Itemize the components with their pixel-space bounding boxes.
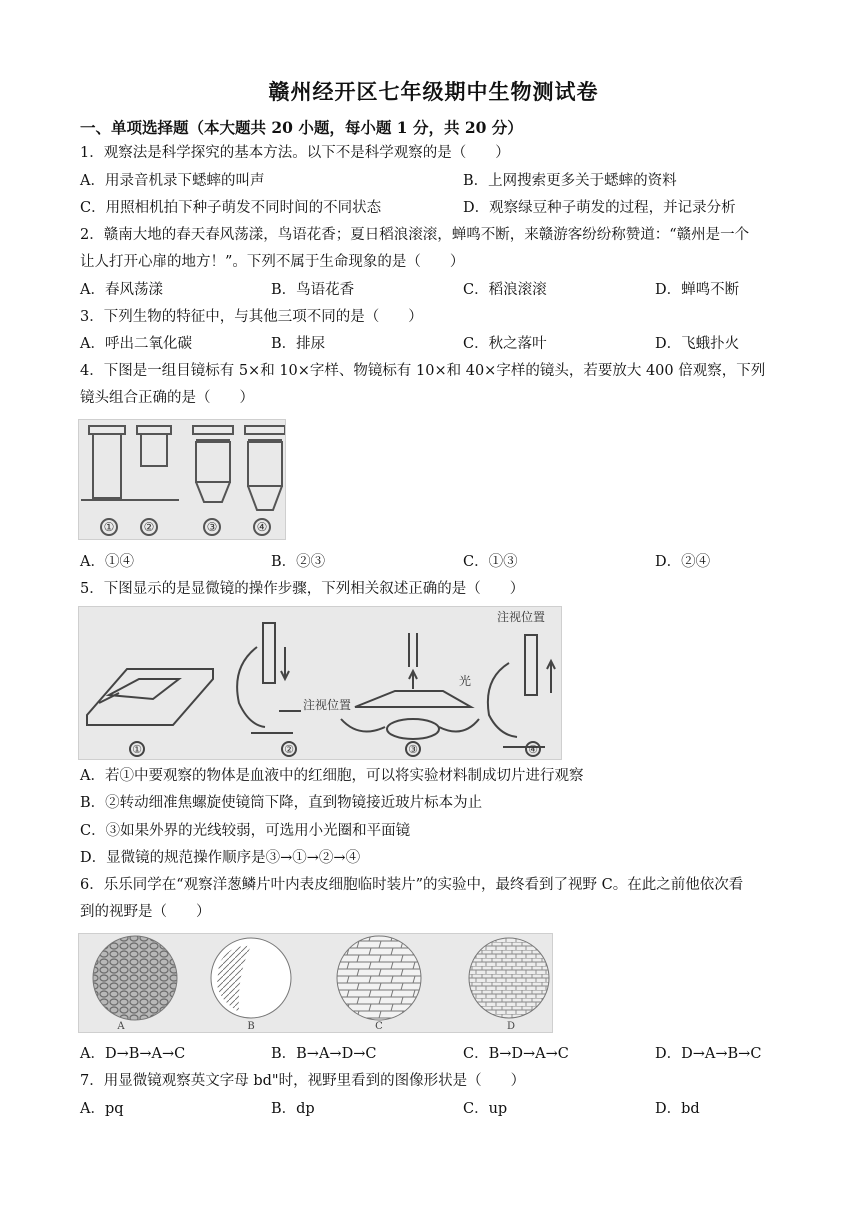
lens-label-4: ④ xyxy=(256,520,268,534)
q7-option-d: D．bd xyxy=(655,1101,700,1117)
q4-stem-line1: 4．下图是一组目镜标有 5×和 10×字样、物镜标有 10×和 40×字样的镜头，若要放大 400 倍观察，下列 xyxy=(80,363,766,379)
q6-option-d: D．D→A→B→C xyxy=(655,1046,762,1062)
q1-option-a: A．用录音机录下蟋蟀的叫声 xyxy=(80,173,265,189)
note-watch-step4: 注视位置 xyxy=(497,610,546,624)
q7-option-b: B．dp xyxy=(271,1101,315,1117)
q5-stem: 5．下图显示的是显微镜的操作步骤，下列相关叙述正确的是（ ） xyxy=(80,581,525,597)
step-label-4: ④ xyxy=(528,743,538,756)
q1-option-b: B．上网搜索更多关于蟋蟀的资料 xyxy=(463,173,677,189)
q1-stem: 1．观察法是科学探究的基本方法。以下不是科学观察的是（ ） xyxy=(80,145,510,161)
q6-option-c: C．B→D→A→C xyxy=(463,1046,569,1062)
lens-label-3: ③ xyxy=(206,520,218,534)
q2-stem-line2: 让人打开心扉的地方！”。下列不属于生命现象的是（ ） xyxy=(80,254,465,270)
view-label-d: D xyxy=(506,1021,516,1032)
q7-stem: 7．用显微镜观察英文字母 bd"时，视野里看到的图像形状是（ ） xyxy=(80,1073,526,1089)
q7-option-c: C．up xyxy=(463,1101,508,1117)
q6-option-b: B．B→A→D→C xyxy=(271,1046,377,1062)
section-heading: 一、单项选择题（本大题共 20 小题，每小题 1 分，共 20 分） xyxy=(80,118,523,137)
note-watch-step2: 注视位置 xyxy=(303,698,352,712)
page-title: 赣州经开区七年级期中生物测试卷 xyxy=(268,79,599,104)
q1-option-d: D．观察绿豆种子萌发的过程，并记录分析 xyxy=(463,200,736,216)
q4-option-b: B．②③ xyxy=(271,554,326,570)
cell-views-figure xyxy=(78,933,553,1033)
lens-label-1: ① xyxy=(103,520,115,534)
step-label-2: ② xyxy=(284,743,294,756)
q6-option-a: A．D→B→A→C xyxy=(80,1046,186,1062)
q5-option-a: A．若①中要观察的物体是血液中的红细胞，可以将实验材料制成切片进行观察 xyxy=(80,768,584,784)
lens-figure xyxy=(78,419,286,540)
q5-option-c: C．③如果外界的光线较弱，可选用小光圈和平面镜 xyxy=(80,823,411,839)
q3-stem: 3．下列生物的特征中，与其他三项不同的是（ ） xyxy=(80,309,423,325)
q7-option-a: A．pq xyxy=(80,1101,124,1117)
view-label-b: B xyxy=(247,1021,255,1032)
q3-option-d: D．飞蛾扑火 xyxy=(655,336,740,352)
q6-stem-line2: 到的视野是（ ） xyxy=(80,904,211,920)
step-label-1: ① xyxy=(132,743,142,756)
q6-stem-line1: 6．乐乐同学在“观察洋葱鳞片叶内表皮细胞临时装片”的实验中，最终看到了视野 C。在此之前他依次看 xyxy=(80,877,744,893)
q5-option-b: B．②转动细准焦螺旋使镜筒下降，直到物镜接近玻片标本为止 xyxy=(80,795,483,811)
q2-option-c: C．稻浪滚滚 xyxy=(463,282,547,298)
microscope-steps-figure xyxy=(78,606,562,760)
lens-label-2: ② xyxy=(143,520,155,534)
view-label-a: A xyxy=(117,1021,125,1032)
q2-option-a: A．春风荡漾 xyxy=(80,282,163,298)
q2-stem-line1: 2．赣南大地的春天春风荡漾，鸟语花香；夏日稻浪滚滚，蝉鸣不断，来赣游客纷纷称赞道：“赣州是一个 xyxy=(80,227,750,243)
q2-option-d: D．蝉鸣不断 xyxy=(655,282,740,298)
q2-option-b: B．鸟语花香 xyxy=(271,282,355,298)
q1-option-c: C．用照相机拍下种子萌发不同时间的不同状态 xyxy=(80,200,382,216)
q4-option-a: A．①④ xyxy=(80,554,134,570)
q5-option-d: D．显微镜的规范操作顺序是③→①→②→④ xyxy=(80,850,361,866)
view-label-c: C xyxy=(375,1021,383,1032)
note-light: 光 xyxy=(459,674,472,688)
q3-option-b: B．排尿 xyxy=(271,336,326,352)
q4-option-c: C．①③ xyxy=(463,554,518,570)
q4-option-d: D．②④ xyxy=(655,554,711,570)
q3-option-c: C．秋之落叶 xyxy=(463,336,547,352)
q3-option-a: A．呼出二氧化碳 xyxy=(80,336,192,352)
q4-stem-line2: 镜头组合正确的是（ ） xyxy=(80,390,254,406)
step-label-3: ③ xyxy=(408,743,418,756)
